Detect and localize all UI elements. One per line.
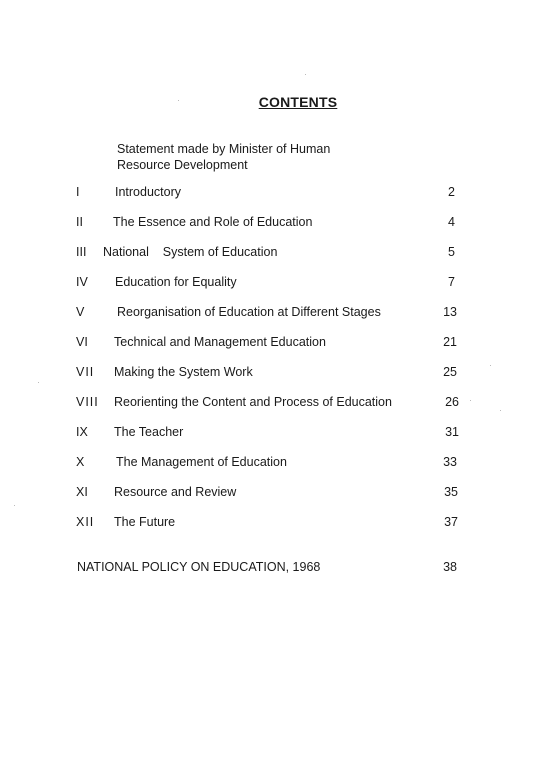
toc-page: 21 [443, 335, 457, 349]
appendix-title: NATIONAL POLICY ON EDUCATION, 1968 [77, 560, 321, 574]
toc-title: Resource and Review [114, 485, 237, 499]
appendix-page: 38 [443, 560, 457, 574]
toc-title: Reorienting the Content and Process of Education [114, 395, 392, 409]
toc-title: The Essence and Role of Education [113, 215, 313, 229]
toc-title: The Teacher [114, 425, 184, 439]
toc-number: IV [76, 275, 88, 289]
toc-title: Introductory [115, 185, 182, 199]
toc-page: 26 [445, 395, 459, 409]
scan-speck [178, 100, 179, 101]
toc-number: X [76, 455, 85, 469]
toc-entry-2 [0, 215, 550, 233]
toc-title: Technical and Management Education [114, 335, 326, 349]
toc-number: XII [76, 515, 95, 529]
toc-entry-9 [0, 425, 550, 443]
toc-page: 31 [445, 425, 459, 439]
toc-number: IX [76, 425, 88, 439]
toc-page: 13 [443, 305, 457, 319]
toc-number: VII [76, 365, 95, 379]
toc-title: The Future [114, 515, 176, 529]
statement-line-2: Resource Development [117, 158, 248, 172]
scan-speck [14, 505, 15, 506]
toc-entry-1 [0, 185, 550, 203]
toc-title: Making the System Work [114, 365, 253, 379]
toc-entry-10 [0, 455, 550, 473]
toc-entry-12 [0, 515, 550, 533]
toc-title: Education for Equality [115, 275, 237, 289]
toc-number: I [76, 185, 80, 199]
scan-speck [490, 365, 491, 366]
scan-speck [470, 400, 471, 401]
scan-speck [38, 382, 39, 383]
toc-entry-3 [0, 245, 550, 263]
scan-speck [500, 410, 501, 411]
toc-entry-11 [0, 485, 550, 503]
scan-speck [305, 74, 306, 75]
toc-page: 7 [448, 275, 455, 289]
toc-page: 33 [443, 455, 457, 469]
toc-number: XI [76, 485, 88, 499]
toc-page: 4 [448, 215, 455, 229]
toc-number: VIII [76, 395, 99, 409]
toc-page: 37 [444, 515, 458, 529]
page-title [0, 94, 550, 110]
toc-title: National System of Education [103, 245, 278, 259]
toc-title: Reorganisation of Education at Different Stages [117, 305, 381, 319]
statement-line-1: Statement made by Minister of Human [117, 142, 331, 156]
toc-number: VI [76, 335, 88, 349]
statement-entry [117, 141, 357, 173]
toc-entry-8 [0, 395, 550, 413]
toc-page: 25 [443, 365, 457, 379]
toc-entry-6 [0, 335, 550, 353]
toc-page: 2 [448, 185, 455, 199]
toc-entry-7 [0, 365, 550, 383]
toc-number: II [76, 215, 83, 229]
toc-page: 35 [444, 485, 458, 499]
toc-entry-4 [0, 275, 550, 293]
toc-number: V [76, 305, 85, 319]
toc-entry-5 [0, 305, 550, 323]
toc-page: 5 [448, 245, 455, 259]
contents-heading: CONTENTS [258, 94, 338, 110]
toc-number: III [76, 245, 87, 259]
toc-title: The Management of Education [116, 455, 287, 469]
